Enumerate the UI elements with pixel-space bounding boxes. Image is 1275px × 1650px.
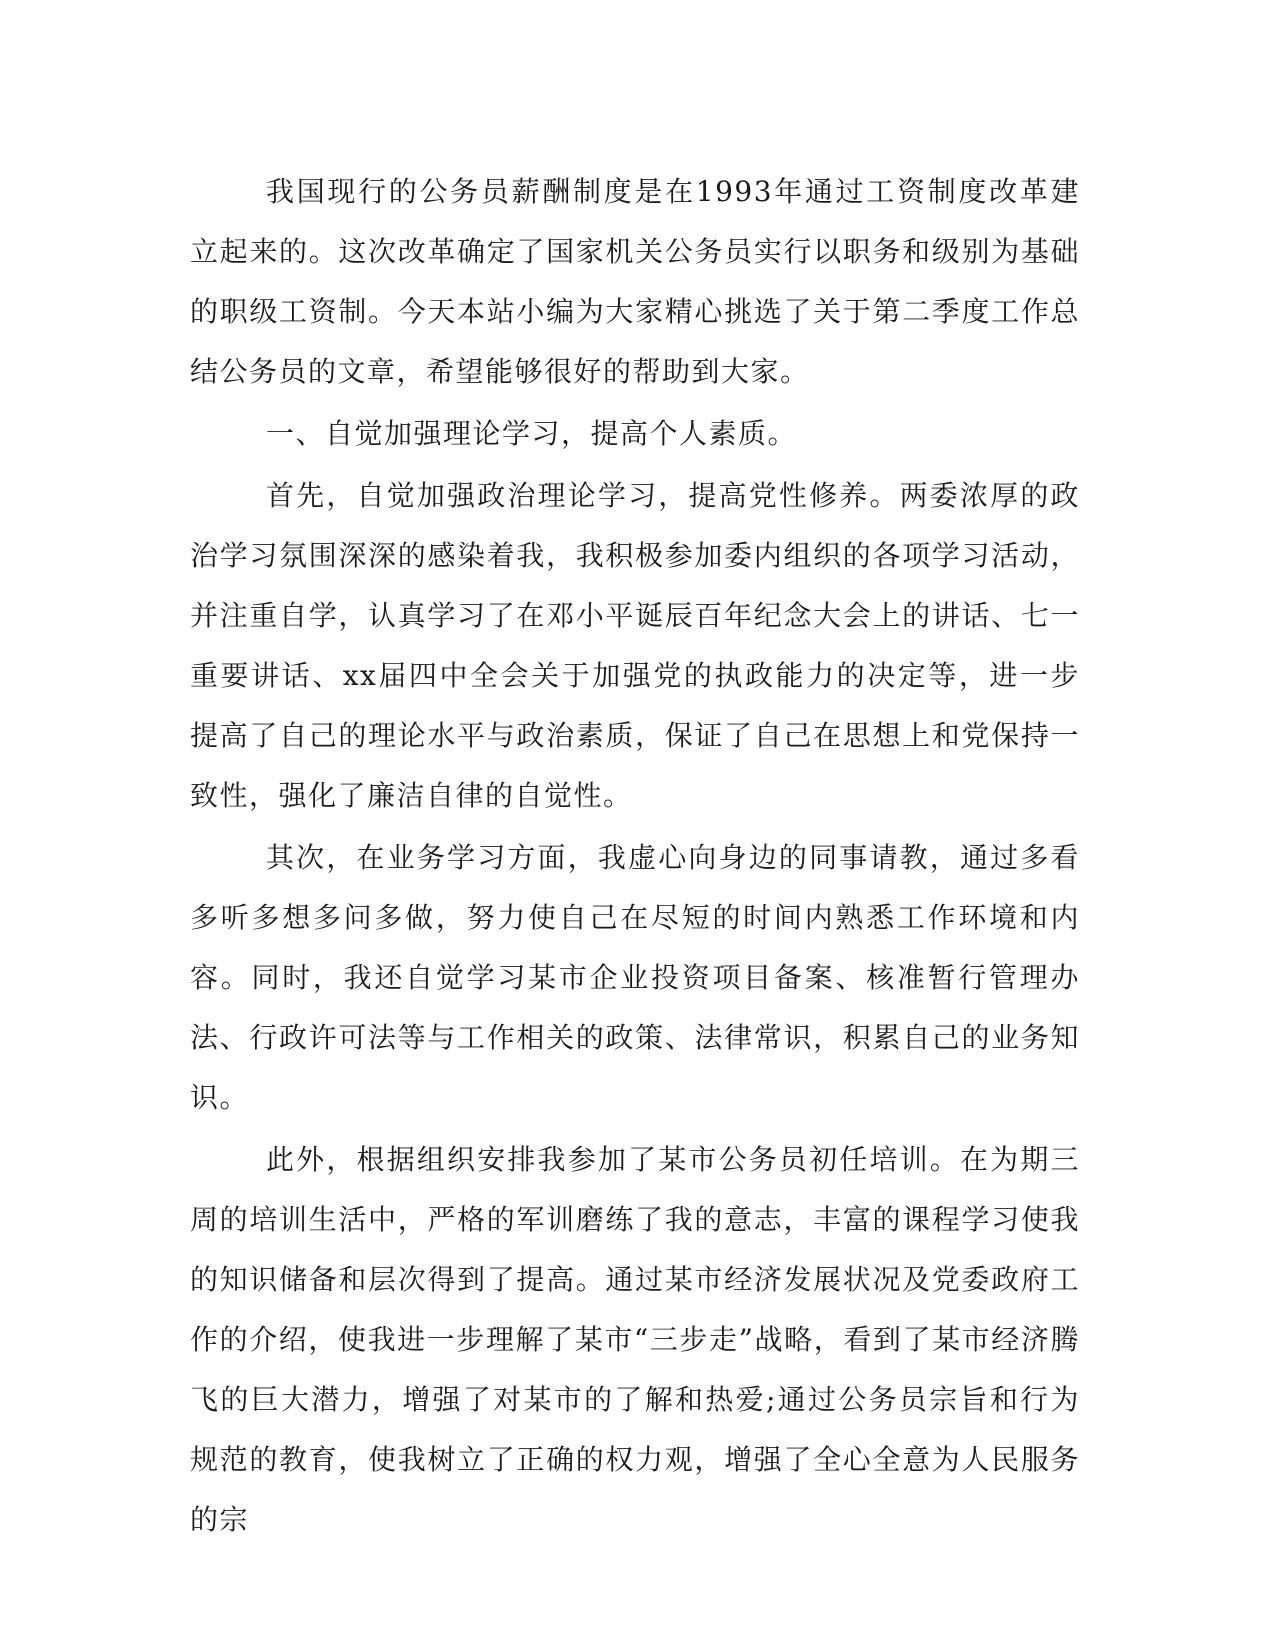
section-heading: 一、自觉加强理论学习，提高个人素质。 xyxy=(266,417,798,450)
paragraph-intro: 我国现行的公务员薪酬制度是在1993年通过工资制度改革建立起来的。这次改革确定了国家机关公务员实行以职务和级别为基础的职级工资制。今天本站小编为大家精心挑选了关于第二季度工作总结公务员的文章，希望能够很好的帮助到大家。 xyxy=(190,175,1080,388)
paragraph-training: 此外，根据组织安排我参加了某市公务员初任培训。在为期三周的培训生活中，严格的军训磨练了我的意志，丰富的课程学习使我的知识储备和层次得到了提高。通过某市经济发展状况及党委政府工作的介绍，使我进一步理解了某市“三步走”战略，看到了某市经济腾飞的巨大潜力，增强了对某市的了解和热爱;通过公务员宗旨和行为规范的教育，使我树立了正确的权力观，增强了全心全意为人民服务的宗 xyxy=(190,1143,1080,1536)
document-body xyxy=(190,162,1080,1550)
paragraph-political-study: 首先，自觉加强政治理论学习，提高党性修养。两委浓厚的政治学习氛围深深的感染着我，我积极参加委内组织的各项学习活动，并注重自学，认真学习了在邓小平诞辰百年纪念大会上的讲话、七一重要讲话、xx届四中全会关于加强党的执政能力的决定等，进一步提高了自己的理论水平与政治素质，保证了自己在思想上和党保持一致性，强化了廉洁自律的自觉性。 xyxy=(190,479,1080,812)
paragraph-business-study: 其次，在业务学习方面，我虚心向身边的同事请教，通过多看多听多想多问多做，努力使自己在尽短的时间内熟悉工作环境和内容。同时，我还自觉学习某市企业投资项目备案、核准暂行管理办法、行政许可法等与工作相关的政策、法律常识，积累自己的业务知识。 xyxy=(190,841,1080,1114)
